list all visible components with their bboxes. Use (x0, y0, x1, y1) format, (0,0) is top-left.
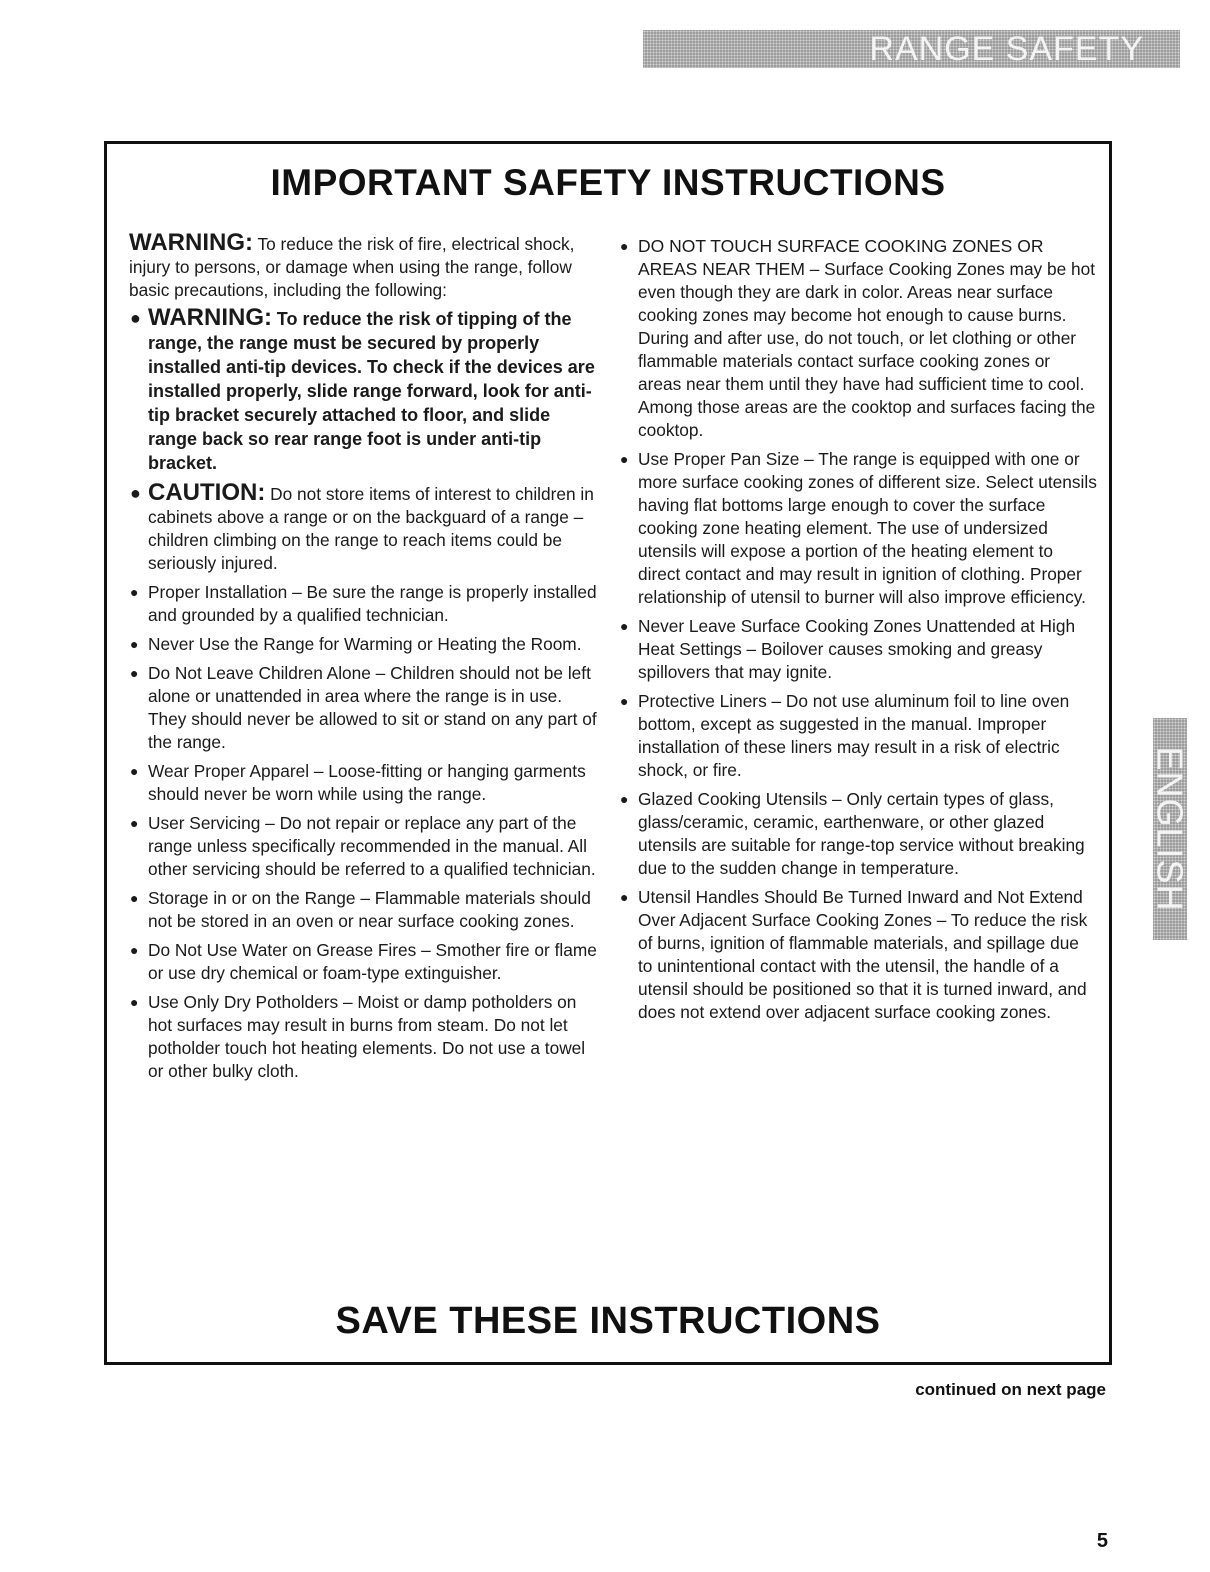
item-text: Use Only Dry Potholders – Moist or damp potholders on hot surfaces may result in burns from steam. Do not let potholder touch hot heating elements. Do not use a towel or other bulky cloth. (148, 992, 586, 1081)
item-text: Never Leave Surface Cooking Zones Unattended at High Heat Settings – Boilover causes smoking and greasy spillovers that may ignite. (638, 616, 1076, 682)
item-text: Glazed Cooking Utensils – Only certain types of glass, glass/ceramic, ceramic, earthenware, or other glazed utensils are suitable for range-top service without breaking due to the sudden change in temperature. (638, 789, 1085, 878)
list-item (129, 887, 599, 933)
item-text: Do Not Leave Children Alone – Children should not be left alone or unattended in area where the range is in use. They should never be allowed to sit or stand on any part of the range. (148, 663, 597, 752)
left-column (129, 231, 599, 1089)
section-header-bar (643, 30, 1180, 68)
item-text: Storage in or on the Range – Flammable materials should not be stored in an oven or near surface cooking zones. (148, 888, 591, 931)
bullet-icon: ● (620, 451, 629, 467)
item-text: Never Use the Range for Warming or Heating the Room. (148, 634, 582, 654)
list-item (129, 939, 599, 985)
list-item (129, 991, 599, 1083)
page-number: 5 (1096, 1530, 1108, 1552)
box-title: IMPORTANT SAFETY INSTRUCTIONS (270, 162, 946, 203)
list-item (129, 812, 599, 881)
bullet-icon: ● (620, 693, 629, 709)
item-label: WARNING: (148, 304, 272, 331)
list-item (619, 615, 1097, 684)
list-item (129, 633, 599, 656)
list-item (619, 690, 1097, 782)
item-text: User Servicing – Do not repair or replace any part of the range unless specifically recommended in the manual. All other servicing should be referred to a qualified technician. (148, 813, 596, 879)
list-item (619, 788, 1097, 880)
item-text: Do Not Use Water on Grease Fires – Smother fire or flame or use dry chemical or foam-type extinguisher. (148, 940, 597, 983)
item-text: Do not store items of interest to children in cabinets above a range or on the backguard of a range – children climbing on the range to reach items could be seriously injured. (148, 484, 594, 573)
bullet-icon: ● (620, 238, 629, 254)
item-label: CAUTION: (148, 479, 266, 506)
item-text: Use Proper Pan Size – The range is equipped with one or more surface cooking zones of different size. Select utensils having flat bottoms large enough to cover the surface cooking zone heating element. The use of undersized utensils will expose a portion of the heating element to direct contact and may result in ignition of clothing. Proper relationship of utensil to burner will also improve efficiency. (638, 449, 1097, 607)
bullet-icon: ● (130, 942, 139, 958)
list-item (129, 481, 599, 575)
list-item (129, 306, 599, 475)
bullet-icon: ● (620, 889, 629, 905)
bullet-icon: ● (130, 584, 139, 600)
item-text: Wear Proper Apparel – Loose-fitting or hanging garments should never be worn while using the range. (148, 761, 586, 804)
bullet-icon: ● (130, 763, 139, 779)
bullet-icon: ● (130, 994, 139, 1010)
list-item (129, 581, 599, 627)
item-text: To reduce the risk of tipping of the range, the range must be secured by properly installed anti-tip devices. To check if the devices are installed properly, slide range forward, look for anti-tip bracket securely attached to floor, and slide range back so rear range foot is under anti-tip bracket. (148, 309, 595, 473)
bullet-icon: ● (130, 308, 141, 328)
bullet-icon: ● (130, 815, 139, 831)
intro-warning-text: To reduce the risk of fire, electrical shock, injury to persons, or damage when using the range, follow basic precautions, including the following: (129, 234, 575, 300)
continued-note: continued on next page (915, 1380, 1106, 1399)
list-item (129, 662, 599, 754)
bullet-icon: ● (130, 665, 139, 681)
language-tab (1150, 718, 1192, 940)
bullet-icon: ● (130, 890, 139, 906)
save-instructions-footer: SAVE THESE INSTRUCTIONS (335, 1300, 881, 1342)
bullet-icon: ● (130, 483, 141, 503)
list-item (619, 448, 1097, 609)
item-text: Proper Installation – Be sure the range is properly installed and grounded by a qualified technician. (148, 582, 597, 625)
language-tab-label: ENGLISH (1150, 746, 1192, 912)
bullet-icon: ● (130, 636, 139, 652)
bullet-icon: ● (620, 618, 629, 634)
item-text: Protective Liners – Do not use aluminum foil to line oven bottom, except as suggested in the manual. Improper installation of these liners may result in a risk of electric shock, or fire. (638, 691, 1070, 780)
intro-warning (129, 231, 599, 302)
item-text: – Surface Cooking Zones may be hot even though they are dark in color. Areas near surface cooking zones may become hot enough to cause burns. During and after use, do not touch, or let clothing or other flammable materials contact surface cooking zones or areas near them until they have had sufficient time to cool. Among those areas are the cooktop and surfaces facing the cooktop. (638, 259, 1096, 440)
section-title: RANGE SAFETY (869, 30, 1144, 68)
list-item (619, 886, 1097, 1024)
item-text: Utensil Handles Should Be Turned Inward and Not Extend Over Adjacent Surface Cooking Zones – To reduce the risk of burns, ignition of flammable materials, and spillage due to unintentional contact with the utensil, the handle of a utensil should be positioned so that it is turned inward, and does not extend over adjacent surface cooking zones. (638, 887, 1088, 1022)
intro-warning-label: WARNING: (129, 229, 253, 256)
bullet-icon: ● (620, 791, 629, 807)
safety-instructions-box (104, 141, 1112, 1365)
list-item (129, 760, 599, 806)
item-caps-heading: DO NOT TOUCH SURFACE COOKING ZONES OR AREAS NEAR THEM (638, 236, 1044, 279)
right-column (619, 235, 1097, 1030)
list-item (619, 235, 1097, 442)
